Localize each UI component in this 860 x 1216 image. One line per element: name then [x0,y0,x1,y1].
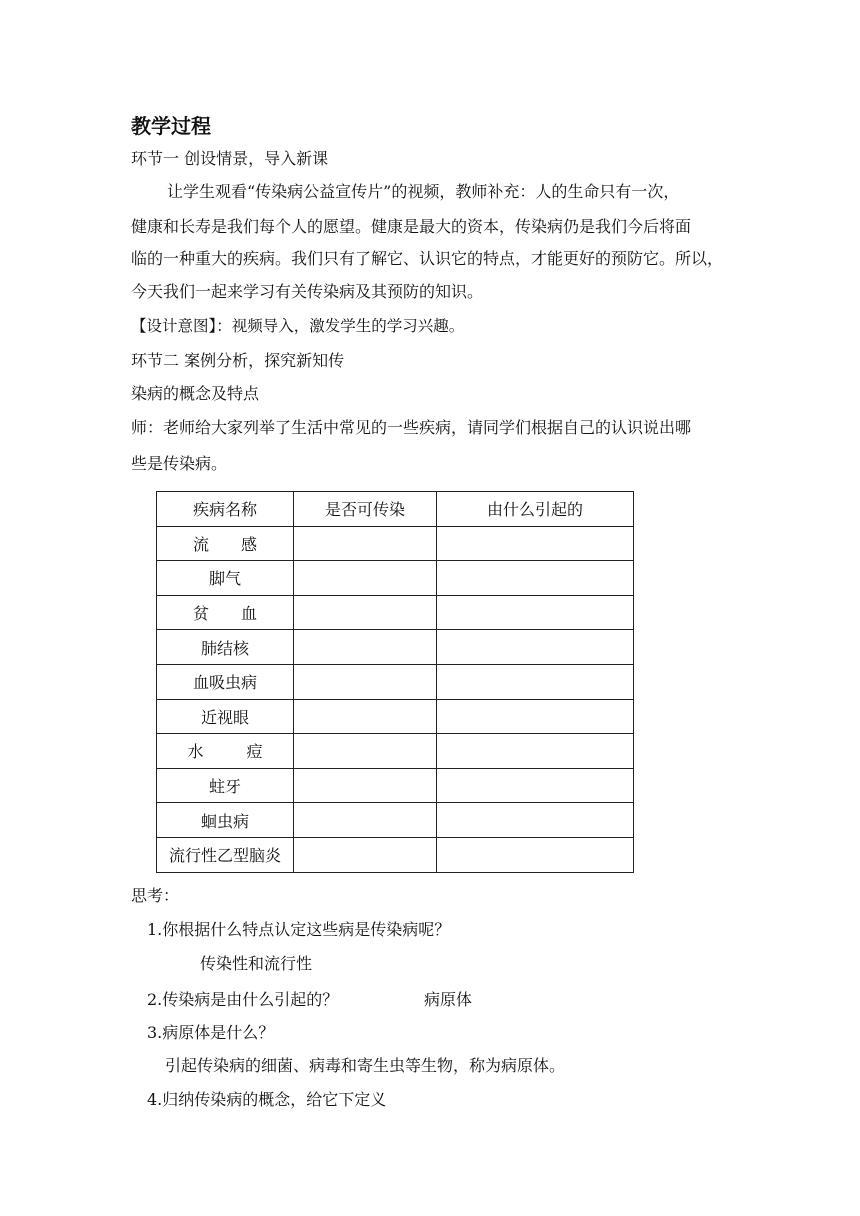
paragraph-line: 健康和长寿是我们每个人的愿望。健康是最大的资本，传染病仍是我们今后将面 [131,217,692,236]
cause-answer-cell[interactable] [437,837,634,872]
disease-name-cell: 蛀牙 [157,768,294,803]
question-2: 2.传染病是由什么引起的？ [147,990,339,1009]
disease-name-cell: 近视眼 [157,699,294,734]
answer-3: 引起传染病的细菌、病毒和寄生虫等生物，称为病原体。 [165,1056,566,1075]
table-row [157,837,634,872]
table-row [157,768,634,803]
paragraph-line: 今天我们一起来学习有关传染病及其预防的知识。 [131,282,484,301]
cause-answer-cell[interactable] [437,699,634,734]
contagious-answer-cell[interactable] [294,837,437,872]
table-row [157,595,634,630]
contagious-answer-cell[interactable] [294,630,437,665]
teacher-prompt-line: 些是传染病。 [131,454,228,473]
table-header-row [157,492,634,527]
question-3: 3.病原体是什么？ [147,1023,275,1042]
contagious-answer-cell[interactable] [294,664,437,699]
table-row [157,630,634,665]
table-header-cell: 疾病名称 [157,492,294,527]
section2-subheading: 染病的概念及特点 [131,384,260,403]
paragraph-line: 让学生观看“传染病公益宣传片”的视频，教师补充：人的生命只有一次， [167,182,680,201]
cause-answer-cell[interactable] [437,595,634,630]
thinking-label: 思考： [131,886,180,905]
table-row [157,803,634,838]
contagious-answer-cell[interactable] [294,699,437,734]
table-row [157,699,634,734]
table-header-cell: 由什么引起的 [437,492,634,527]
contagious-answer-cell[interactable] [294,526,437,561]
cause-answer-cell[interactable] [437,803,634,838]
contagious-answer-cell[interactable] [294,768,437,803]
answer-2: 病原体 [424,990,473,1009]
section2-heading: 环节二 案例分析，探究新知传 [131,351,345,370]
table-row [157,664,634,699]
contagious-answer-cell[interactable] [294,561,437,596]
cause-answer-cell[interactable] [437,768,634,803]
table-header-cell: 是否可传染 [294,492,437,527]
design-intent-note: 【设计意图】：视频导入，激发学生的学习兴趣。 [131,317,465,335]
disease-name-cell: 血吸虫病 [157,664,294,699]
disease-name-cell: 脚气 [157,561,294,596]
disease-name-cell: 贫血 [157,595,294,630]
cause-answer-cell[interactable] [437,734,634,769]
question-4: 4.归纳传染病的概念，给它下定义 [147,1090,387,1109]
cause-answer-cell[interactable] [437,526,634,561]
answer-1: 传染性和流行性 [200,954,313,973]
section1-heading: 环节一 创设情景，导入新课 [131,149,329,168]
table-row [157,526,634,561]
table-row [157,734,634,769]
question-1: 1.你根据什么特点认定这些病是传染病呢？ [147,920,451,939]
disease-name-cell: 蛔虫病 [157,803,294,838]
page-title: 教学过程 [131,114,211,138]
contagious-answer-cell[interactable] [294,734,437,769]
contagious-answer-cell[interactable] [294,595,437,630]
disease-table [156,491,634,873]
disease-name-cell: 流感 [157,526,294,561]
cause-answer-cell[interactable] [437,664,634,699]
teacher-prompt-line: 师：老师给大家列举了生活中常见的一些疾病，请同学们根据自己的认识说出哪 [131,418,692,437]
disease-name-cell: 肺结核 [157,630,294,665]
cause-answer-cell[interactable] [437,630,634,665]
paragraph-line: 临的一种重大的疾病。我们只有了解它、认识它的特点，才能更好的预防它。所以， [131,249,724,268]
table-row [157,561,634,596]
contagious-answer-cell[interactable] [294,803,437,838]
disease-name-cell: 水痘 [157,734,294,769]
cause-answer-cell[interactable] [437,561,634,596]
disease-name-cell: 流行性乙型脑炎 [157,837,294,872]
